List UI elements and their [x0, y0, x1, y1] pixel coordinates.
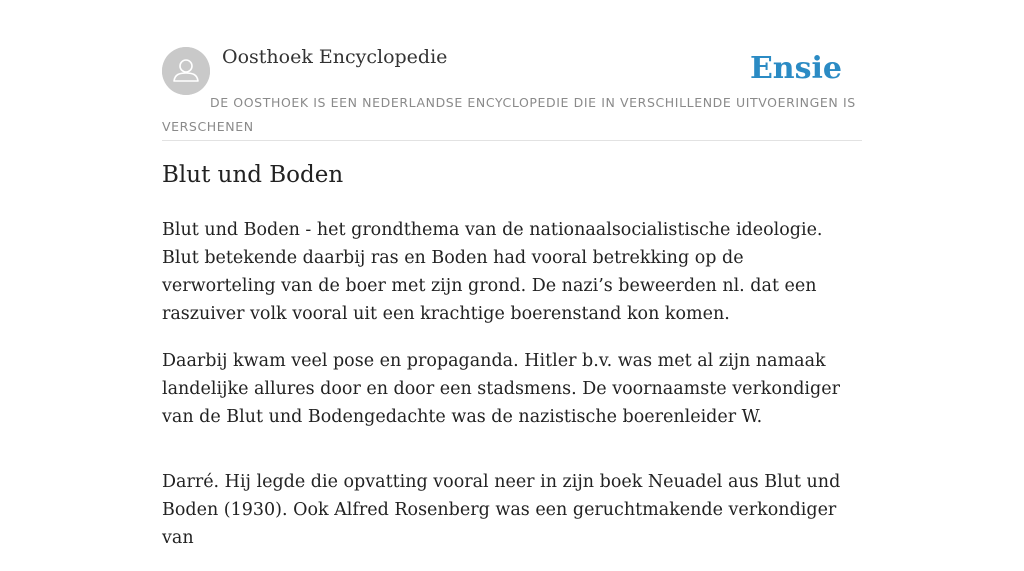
- article-paragraph: Blut und Boden - het grondthema van de nationaalsocialistische ideologie. Blut betekende daarbij ras en Boden had vooral betrekking op de verworteling van de boer met zijn grond. De nazi’s beweerden nl. dat een raszuiver volk vooral uit een krachtige boerenstand kon komen.: [162, 220, 823, 324]
- site-tagline: DE OOSTHOEK IS EEN NEDERLANDSE ENCYCLOPEDIE DIE IN VERSCHILLENDE UITVOERINGEN IS VERSCHENEN: [162, 95, 856, 134]
- article-title: Blut und Boden: [162, 162, 344, 188]
- user-silhouette-icon[interactable]: [162, 47, 210, 95]
- article-body: [162, 216, 862, 571]
- avatar-graphic: [162, 47, 210, 95]
- site-title[interactable]: Oosthoek Encyclopedie: [222, 46, 448, 68]
- brand-logo[interactable]: Ensie: [749, 51, 842, 86]
- site-header: [162, 0, 862, 141]
- article-paragraph: Daarbij kwam veel pose en propaganda. Hitler b.v. was met al zijn namaak landelijke allures door en door een stadsmens. De voornaamste verkondiger van de Blut und Bodengedachte was de nazistische boerenleider W.: [162, 351, 840, 427]
- article-paragraph: Darré. Hij legde die opvatting vooral neer in zijn boek Neuadel aus Blut und Boden (1930). Ook Alfred Rosenberg was een geruchtmakende verkondiger van: [162, 472, 841, 548]
